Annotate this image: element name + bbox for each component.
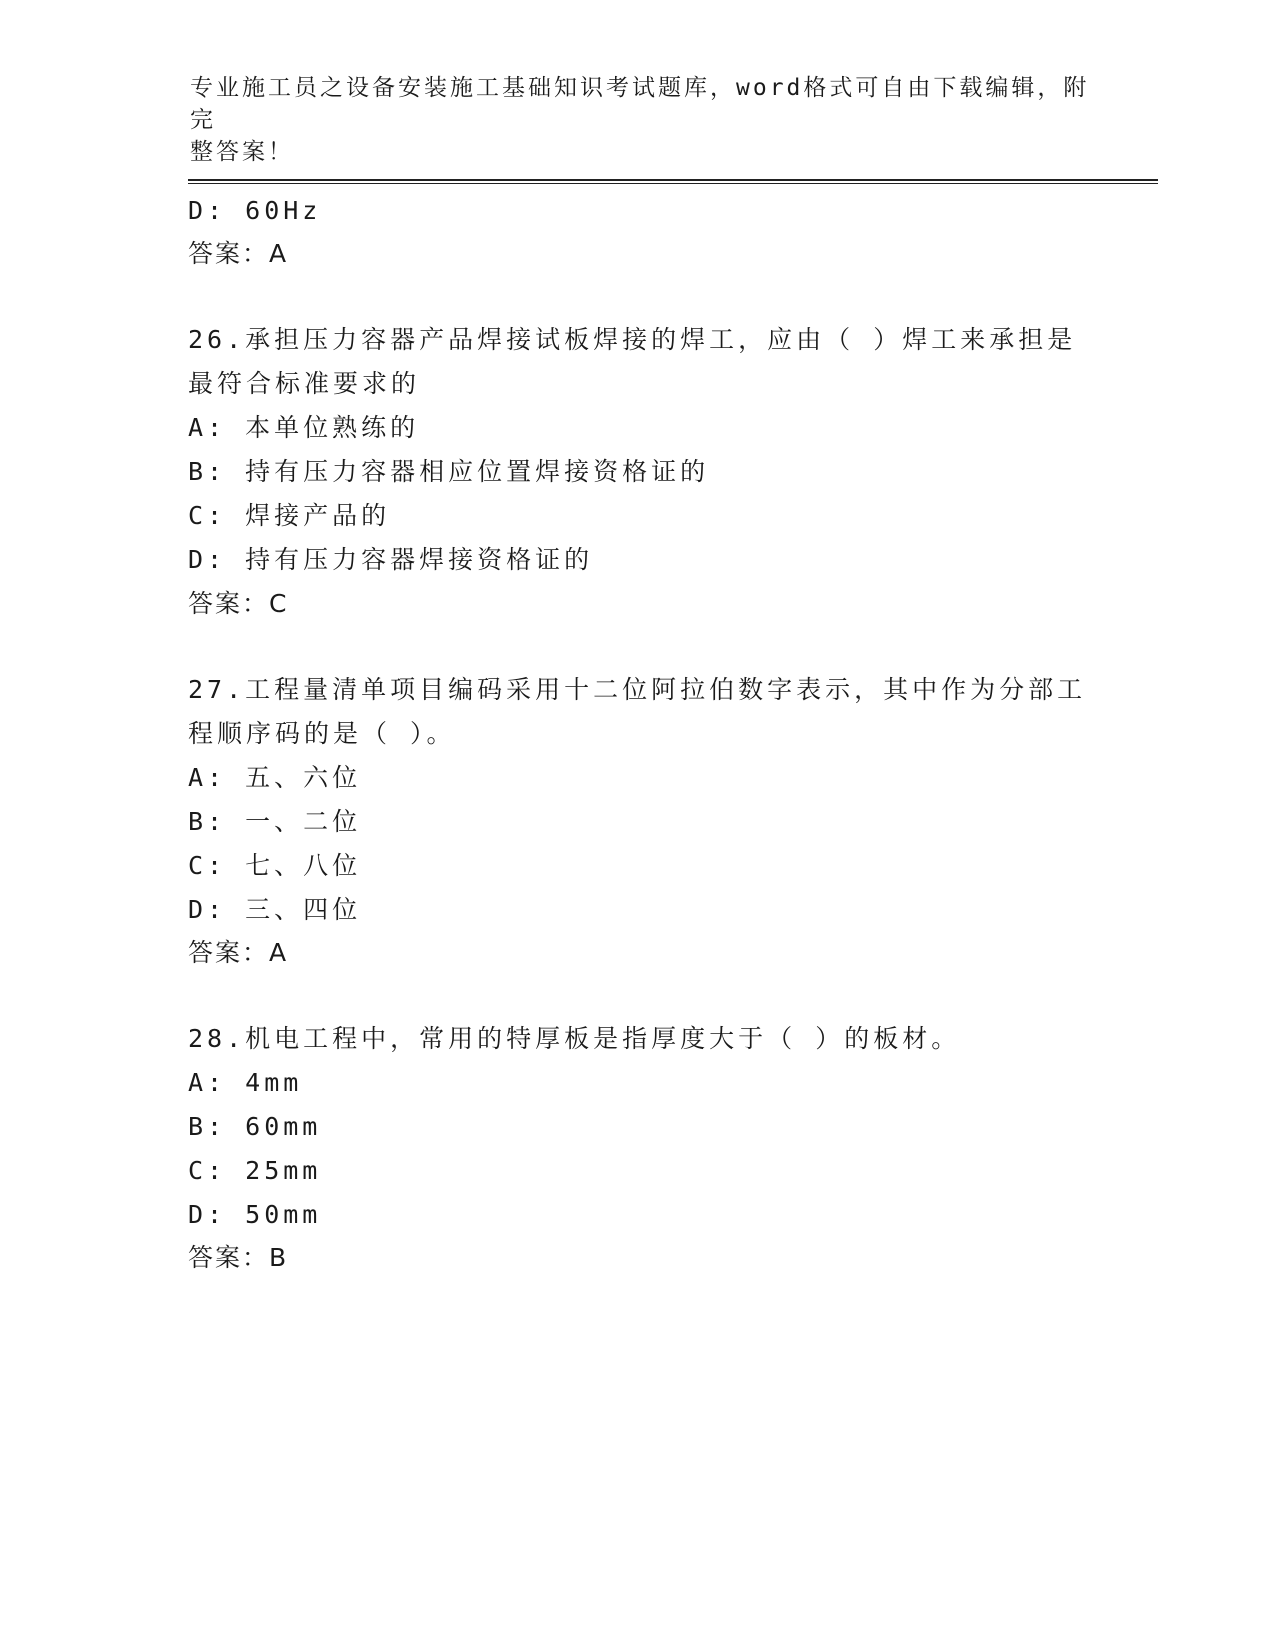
- q26-option-a: A: 本单位熟练的: [188, 413, 420, 442]
- q27-stem-line-2: 程顺序码的是（ ）。: [188, 719, 456, 748]
- q26-stem-line-2: 最符合标准要求的: [188, 369, 421, 398]
- q28-stem-line-1: 28.机电工程中，常用的特厚板是指厚度大于（ ）的板材。: [188, 1024, 961, 1053]
- header-line-2: 整答案！: [190, 139, 294, 165]
- header-line-1: 专业施工员之设备安装施工基础知识考试题库，word格式可自由下载编辑，附完: [190, 75, 1090, 133]
- q27-option-b: B: 一、二位: [188, 807, 362, 836]
- q28-option-a: A: 4mm: [188, 1068, 303, 1097]
- document-header: [190, 72, 1090, 168]
- q28-option-c: C: 25mm: [188, 1156, 322, 1185]
- q28-option-b: B: 60mm: [188, 1112, 322, 1141]
- q26-stem-line-1: 26.承担压力容器产品焊接试板焊接的焊工，应由（ ）焊工来承担是: [188, 325, 1077, 354]
- q28-option-d: D: 50mm: [188, 1200, 322, 1229]
- prev-option-d: D: 60Hz: [188, 196, 322, 225]
- header-divider-thick: [188, 179, 1158, 181]
- q27-answer: 答案：A: [188, 938, 289, 967]
- q26-answer: 答案：C: [188, 589, 289, 618]
- q27-option-a: A: 五、六位: [188, 763, 362, 792]
- header-divider-thin: [188, 183, 1158, 184]
- q28-answer: 答案：B: [188, 1243, 289, 1272]
- q26-option-b: B: 持有压力容器相应位置焊接资格证的: [188, 457, 710, 486]
- q27-stem-line-1: 27.工程量清单项目编码采用十二位阿拉伯数字表示，其中作为分部工: [188, 675, 1087, 704]
- q26-option-d: D: 持有压力容器焊接资格证的: [188, 545, 594, 574]
- q27-option-d: D: 三、四位: [188, 895, 362, 924]
- q26-option-c: C: 焊接产品的: [188, 501, 391, 530]
- prev-answer: 答案：A: [188, 239, 289, 268]
- q27-option-c: C: 七、八位: [188, 851, 362, 880]
